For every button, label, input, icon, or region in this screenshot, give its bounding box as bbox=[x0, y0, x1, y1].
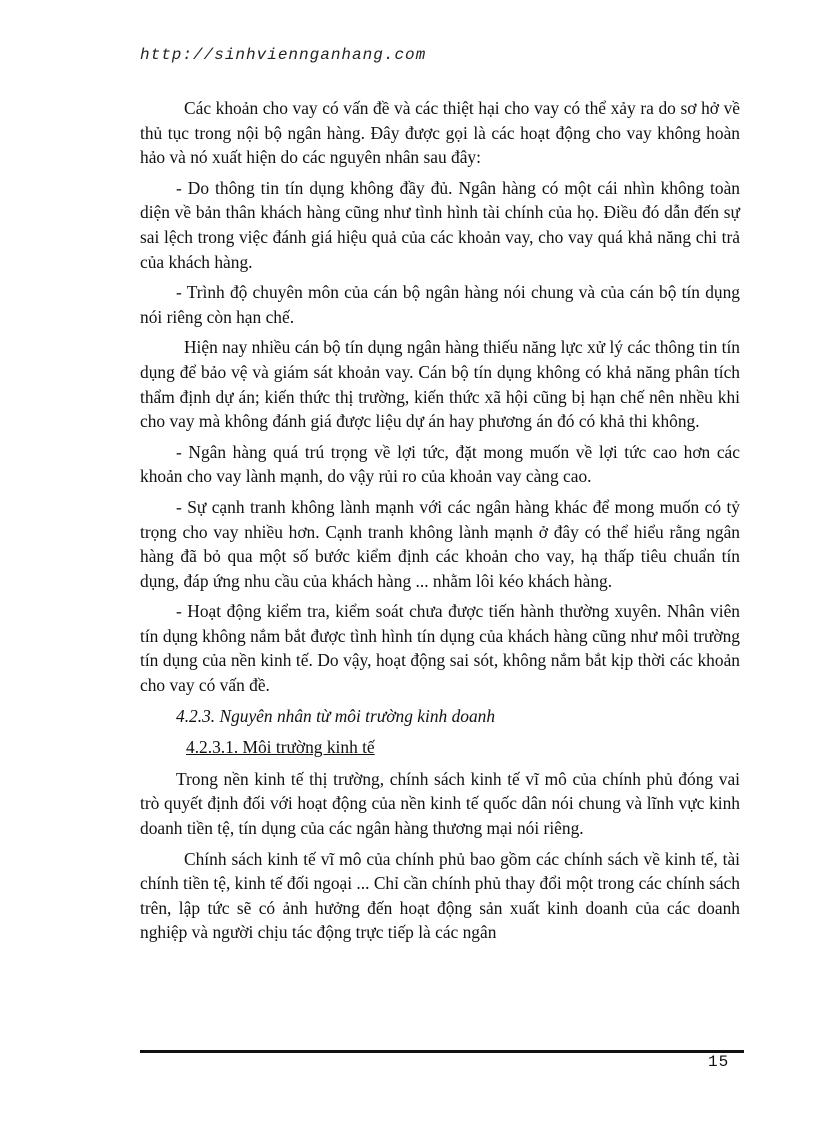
footer-divider bbox=[140, 1050, 744, 1053]
paragraph: Hiện nay nhiều cán bộ tín dụng ngân hàng thiếu năng lực xử lý các thông tin tín dụng để bảo vệ và giám sát khoản vay. Cán bộ tín dụng không có khả năng phân tích thẩm định dự án; kiến thức thị trường, kiến thức xã hội cũng bị hạn chế nên nhều khi cho vay mà không đánh giá được liệu dự án hay phương án đó có khả thi không. bbox=[140, 337, 740, 432]
paragraph: - Ngân hàng quá trú trọng về lợi tức, đặt mong muốn về lợi tức cao hơn các khoản cho vay lành mạnh, do vậy rủi ro của khoản vay càng cao. bbox=[140, 441, 740, 487]
document-body bbox=[140, 96, 740, 951]
paragraph: - Hoạt động kiểm tra, kiểm soát chưa được tiến hành thường xuyên. Nhân viên tín dụng không nắm bắt được tình hình tín dụng của khách hàng cũng như môi trường tín dụng của nền kinh tế. Do vậy, hoạt động sai sót, không nắm bắt kịp thời các khoản cho vay có vấn đề. bbox=[140, 601, 740, 696]
header-url: http://sinhviennganhang.com bbox=[140, 46, 427, 64]
paragraph: - Sự cạnh tranh không lành mạnh với các ngân hàng khác để mong muốn có tỷ trọng cho vay nhiều hơn. Cạnh tranh không lành mạnh ở đây có thể hiểu rằng ngân hàng đã bỏ qua một số bước kiểm định các khoản cho vay, hạ thấp tiêu chuẩn tín dụng, đáp ứng nhu cầu của khách hàng ... nhằm lôi kéo khách hàng. bbox=[140, 496, 740, 591]
subsection-heading bbox=[140, 735, 740, 760]
subsection-heading-text: 4.2.3.1. Môi trường kinh tế bbox=[186, 737, 375, 758]
paragraph: - Trình độ chuyên môn của cán bộ ngân hàng nói chung và của cán bộ tín dụng nói riêng còn hạn chế. bbox=[140, 282, 740, 327]
paragraph: Chính sách kinh tế vĩ mô của chính phủ bao gồm các chính sách về kinh tế, tài chính tiền tệ, kinh tế đối ngoại ... Chỉ cần chính phủ thay đổi một trong các chính sách trên, lập tức sẽ có ảnh hưởng đến hoạt động sản xuất kinh doanh của các doanh nghiệp và người chịu tác động trực tiếp là các ngân bbox=[140, 848, 740, 943]
paragraph: Trong nền kinh tế thị trường, chính sách kinh tế vĩ mô của chính phủ đóng vai trò quyết định đối với hoạt động của nền kinh tế quốc dân nói chung và lĩnh vực kinh doanh tiền tệ, tín dụng của các ngân hàng thương mại nói riêng. bbox=[140, 768, 740, 839]
paragraph: - Do thông tin tín dụng không đầy đủ. Ngân hàng có một cái nhìn không toàn diện về bản thân khách hàng cũng như tình hình tài chính của họ. Điều đó dẫn đến sự sai lệch trong việc đánh giá hiệu quả của các khoản vay, cho vay quá khả năng chi trả của khách hàng. bbox=[140, 177, 740, 272]
page-number: 15 bbox=[708, 1053, 730, 1071]
section-heading: 4.2.3. Nguyên nhân từ môi trường kinh doanh bbox=[176, 705, 496, 726]
paragraph: Các khoản cho vay có vấn đề và các thiệt hại cho vay có thể xảy ra do sơ hở về thủ tục trong nội bộ ngân hàng. Đây được gọi là các hoạt động cho vay không hoàn hảo và nó xuất hiện do các nguyên nhân sau đây: bbox=[140, 98, 740, 168]
